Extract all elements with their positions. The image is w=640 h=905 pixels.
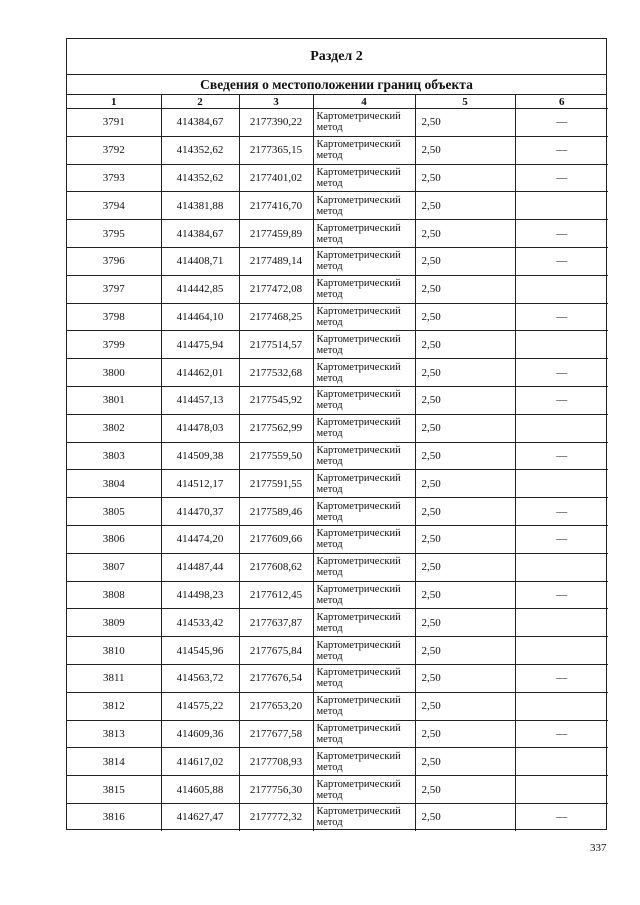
note-cell: — bbox=[515, 303, 608, 331]
note-cell: — bbox=[515, 581, 608, 609]
y-coordinate-cell: 2177545,92 bbox=[239, 386, 313, 414]
method-cell: Картометрический метод bbox=[313, 414, 415, 442]
accuracy-cell: 2,50 bbox=[415, 109, 515, 137]
x-coordinate-cell: 414533,42 bbox=[161, 609, 239, 637]
method-cell: Картометрический метод bbox=[313, 303, 415, 331]
x-coordinate-cell: 414609,36 bbox=[161, 720, 239, 748]
point-number-cell: 3815 bbox=[67, 776, 161, 804]
section-title: Раздел 2 bbox=[67, 39, 606, 75]
point-number-cell: 3811 bbox=[67, 664, 161, 692]
note-cell: — bbox=[515, 220, 608, 248]
method-cell: Картометрический метод bbox=[313, 109, 415, 137]
accuracy-cell: 2,50 bbox=[415, 748, 515, 776]
accuracy-cell: 2,50 bbox=[415, 192, 515, 220]
accuracy-cell: 2,50 bbox=[415, 664, 515, 692]
method-cell: Картометрический метод bbox=[313, 498, 415, 526]
point-number-cell: 3814 bbox=[67, 748, 161, 776]
accuracy-cell: 2,50 bbox=[415, 720, 515, 748]
note-cell: — bbox=[515, 247, 608, 275]
y-coordinate-cell: 2177612,45 bbox=[239, 581, 313, 609]
table-row bbox=[67, 553, 608, 581]
point-number-cell: 3794 bbox=[67, 192, 161, 220]
x-coordinate-cell: 414512,17 bbox=[161, 470, 239, 498]
table-row bbox=[67, 498, 608, 526]
x-coordinate-cell: 414627,47 bbox=[161, 803, 239, 830]
point-number-cell: 3801 bbox=[67, 386, 161, 414]
method-cell: Картометрический метод bbox=[313, 664, 415, 692]
accuracy-cell: 2,50 bbox=[415, 692, 515, 720]
note-cell bbox=[515, 192, 608, 220]
method-cell: Картометрический метод bbox=[313, 803, 415, 830]
table-row bbox=[67, 414, 608, 442]
point-number-cell: 3816 bbox=[67, 803, 161, 830]
x-coordinate-cell: 414384,67 bbox=[161, 220, 239, 248]
accuracy-cell: 2,50 bbox=[415, 442, 515, 470]
table-row bbox=[67, 359, 608, 387]
x-coordinate-cell: 414509,38 bbox=[161, 442, 239, 470]
note-cell: — bbox=[515, 442, 608, 470]
method-cell: Картометрический метод bbox=[313, 553, 415, 581]
accuracy-cell: 2,50 bbox=[415, 525, 515, 553]
table-row bbox=[67, 303, 608, 331]
accuracy-cell: 2,50 bbox=[415, 275, 515, 303]
accuracy-cell: 2,50 bbox=[415, 553, 515, 581]
y-coordinate-cell: 2177489,14 bbox=[239, 247, 313, 275]
table-row bbox=[67, 609, 608, 637]
y-coordinate-cell: 2177562,99 bbox=[239, 414, 313, 442]
note-cell: — bbox=[515, 498, 608, 526]
x-coordinate-cell: 414605,88 bbox=[161, 776, 239, 804]
method-cell: Картометрический метод bbox=[313, 359, 415, 387]
table-row bbox=[67, 164, 608, 192]
table-row bbox=[67, 664, 608, 692]
y-coordinate-cell: 2177514,57 bbox=[239, 331, 313, 359]
accuracy-cell: 2,50 bbox=[415, 331, 515, 359]
y-coordinate-cell: 2177459,89 bbox=[239, 220, 313, 248]
x-coordinate-cell: 414575,22 bbox=[161, 692, 239, 720]
x-coordinate-cell: 414563,72 bbox=[161, 664, 239, 692]
table-row bbox=[67, 386, 608, 414]
point-number-cell: 3797 bbox=[67, 275, 161, 303]
table-row bbox=[67, 220, 608, 248]
method-cell: Картометрический метод bbox=[313, 275, 415, 303]
point-number-cell: 3798 bbox=[67, 303, 161, 331]
x-coordinate-cell: 414470,37 bbox=[161, 498, 239, 526]
y-coordinate-cell: 2177772,32 bbox=[239, 803, 313, 830]
y-coordinate-cell: 2177468,25 bbox=[239, 303, 313, 331]
table-row bbox=[67, 525, 608, 553]
accuracy-cell: 2,50 bbox=[415, 498, 515, 526]
accuracy-cell: 2,50 bbox=[415, 136, 515, 164]
column-header: 4 bbox=[313, 95, 415, 109]
table-row bbox=[67, 331, 608, 359]
x-coordinate-cell: 414464,10 bbox=[161, 303, 239, 331]
accuracy-cell: 2,50 bbox=[415, 386, 515, 414]
table-row bbox=[67, 803, 608, 830]
method-cell: Картометрический метод bbox=[313, 164, 415, 192]
accuracy-cell: 2,50 bbox=[415, 776, 515, 804]
document-frame bbox=[66, 38, 607, 830]
note-cell: — bbox=[515, 136, 608, 164]
note-cell: — bbox=[515, 386, 608, 414]
y-coordinate-cell: 2177676,54 bbox=[239, 664, 313, 692]
note-cell bbox=[515, 748, 608, 776]
x-coordinate-cell: 414352,62 bbox=[161, 164, 239, 192]
point-number-cell: 3806 bbox=[67, 525, 161, 553]
note-cell: — bbox=[556, 811, 568, 824]
note-cell: — bbox=[515, 164, 608, 192]
note-cell: — bbox=[515, 664, 608, 692]
method-cell: Картометрический метод bbox=[313, 386, 415, 414]
table-row bbox=[67, 776, 608, 804]
accuracy-cell: 2,50 bbox=[415, 303, 515, 331]
method-cell: Картометрический метод bbox=[313, 637, 415, 665]
y-coordinate-cell: 2177532,68 bbox=[239, 359, 313, 387]
method-cell: Картометрический метод bbox=[313, 192, 415, 220]
point-number-cell: 3808 bbox=[67, 581, 161, 609]
point-number-cell: 3805 bbox=[67, 498, 161, 526]
note-cell: — bbox=[515, 359, 608, 387]
point-number-cell: 3812 bbox=[67, 692, 161, 720]
accuracy-cell: 2,50 bbox=[415, 803, 515, 830]
method-cell: Картометрический метод bbox=[313, 525, 415, 553]
column-header: 3 bbox=[239, 95, 313, 109]
table-row bbox=[67, 720, 608, 748]
table-row bbox=[67, 692, 608, 720]
note-cell bbox=[515, 553, 608, 581]
accuracy-cell: 2,50 bbox=[415, 247, 515, 275]
y-coordinate-cell: 2177416,70 bbox=[239, 192, 313, 220]
x-coordinate-cell: 414352,62 bbox=[161, 136, 239, 164]
table-row bbox=[67, 275, 608, 303]
method-cell: Картометрический метод bbox=[313, 136, 415, 164]
x-coordinate-cell: 414462,01 bbox=[161, 359, 239, 387]
method-cell: Картометрический метод bbox=[313, 220, 415, 248]
column-header: 6 bbox=[515, 95, 608, 109]
method-cell: Картометрический метод bbox=[313, 247, 415, 275]
accuracy-cell: 2,50 bbox=[415, 609, 515, 637]
method-cell: Картометрический метод bbox=[313, 581, 415, 609]
method-cell: Картометрический метод bbox=[313, 331, 415, 359]
x-coordinate-cell: 414381,88 bbox=[161, 192, 239, 220]
column-header: 5 bbox=[415, 95, 515, 109]
method-cell: Картометрический метод bbox=[313, 748, 415, 776]
method-cell: Картометрический метод bbox=[313, 776, 415, 804]
boundary-table bbox=[67, 95, 608, 831]
note-cell: — bbox=[515, 720, 608, 748]
page-number: 337 bbox=[590, 842, 607, 854]
accuracy-cell: 2,50 bbox=[415, 359, 515, 387]
point-number-cell: 3791 bbox=[67, 109, 161, 137]
x-coordinate-cell: 414498,23 bbox=[161, 581, 239, 609]
table-header-row bbox=[67, 95, 608, 109]
y-coordinate-cell: 2177472,08 bbox=[239, 275, 313, 303]
y-coordinate-cell: 2177589,46 bbox=[239, 498, 313, 526]
method-cell: Картометрический метод bbox=[313, 692, 415, 720]
y-coordinate-cell: 2177608,62 bbox=[239, 553, 313, 581]
x-coordinate-cell: 414478,03 bbox=[161, 414, 239, 442]
y-coordinate-cell: 2177756,30 bbox=[239, 776, 313, 804]
point-number-cell: 3793 bbox=[67, 164, 161, 192]
accuracy-cell: 2,50 bbox=[415, 637, 515, 665]
y-coordinate-cell: 2177637,87 bbox=[239, 609, 313, 637]
table-row bbox=[67, 581, 608, 609]
method-cell: Картометрический метод bbox=[313, 720, 415, 748]
point-number-cell: 3802 bbox=[67, 414, 161, 442]
y-coordinate-cell: 2177609,66 bbox=[239, 525, 313, 553]
point-number-cell: 3803 bbox=[67, 442, 161, 470]
point-number-cell: 3804 bbox=[67, 470, 161, 498]
note-cell bbox=[515, 275, 608, 303]
x-coordinate-cell: 414475,94 bbox=[161, 331, 239, 359]
table-row bbox=[67, 748, 608, 776]
section-subtitle: Сведения о местоположении границ объекта bbox=[67, 75, 606, 95]
note-cell: — bbox=[515, 109, 608, 137]
point-number-cell: 3796 bbox=[67, 247, 161, 275]
point-number-cell: 3809 bbox=[67, 609, 161, 637]
note-cell bbox=[515, 609, 608, 637]
x-coordinate-cell: 414384,67 bbox=[161, 109, 239, 137]
y-coordinate-cell: 2177677,58 bbox=[239, 720, 313, 748]
method-cell: Картометрический метод bbox=[313, 442, 415, 470]
point-number-cell: 3800 bbox=[67, 359, 161, 387]
x-coordinate-cell: 414442,85 bbox=[161, 275, 239, 303]
y-coordinate-cell: 2177591,55 bbox=[239, 470, 313, 498]
note-cell bbox=[515, 414, 608, 442]
note-cell bbox=[515, 776, 608, 804]
note-cell bbox=[515, 637, 608, 665]
x-coordinate-cell: 414487,44 bbox=[161, 553, 239, 581]
column-header: 2 bbox=[161, 95, 239, 109]
point-number-cell: 3810 bbox=[67, 637, 161, 665]
table-row bbox=[67, 637, 608, 665]
point-number-cell: 3813 bbox=[67, 720, 161, 748]
note-cell bbox=[515, 331, 608, 359]
method-cell: Картометрический метод bbox=[313, 470, 415, 498]
x-coordinate-cell: 414545,96 bbox=[161, 637, 239, 665]
point-number-cell: 3795 bbox=[67, 220, 161, 248]
y-coordinate-cell: 2177559,50 bbox=[239, 442, 313, 470]
x-coordinate-cell: 414457,13 bbox=[161, 386, 239, 414]
y-coordinate-cell: 2177708,93 bbox=[239, 748, 313, 776]
table-row bbox=[67, 470, 608, 498]
point-number-cell: 3807 bbox=[67, 553, 161, 581]
accuracy-cell: 2,50 bbox=[415, 164, 515, 192]
table-row bbox=[67, 192, 608, 220]
x-coordinate-cell: 414474,20 bbox=[161, 525, 239, 553]
point-number-cell: 3799 bbox=[67, 331, 161, 359]
y-coordinate-cell: 2177365,15 bbox=[239, 136, 313, 164]
table-body bbox=[67, 109, 608, 831]
table-row bbox=[67, 247, 608, 275]
x-coordinate-cell: 414617,02 bbox=[161, 748, 239, 776]
note-cell: — bbox=[515, 525, 608, 553]
method-cell: Картометрический метод bbox=[313, 609, 415, 637]
accuracy-cell: 2,50 bbox=[415, 581, 515, 609]
note-cell bbox=[515, 692, 608, 720]
accuracy-cell: 2,50 bbox=[415, 470, 515, 498]
table-row bbox=[67, 136, 608, 164]
column-header: 1 bbox=[67, 95, 161, 109]
y-coordinate-cell: 2177401,02 bbox=[239, 164, 313, 192]
accuracy-cell: 2,50 bbox=[415, 220, 515, 248]
y-coordinate-cell: 2177653,20 bbox=[239, 692, 313, 720]
table-row bbox=[67, 442, 608, 470]
x-coordinate-cell: 414408,71 bbox=[161, 247, 239, 275]
y-coordinate-cell: 2177390,22 bbox=[239, 109, 313, 137]
point-number-cell: 3792 bbox=[67, 136, 161, 164]
note-cell bbox=[515, 470, 608, 498]
table-row bbox=[67, 109, 608, 137]
y-coordinate-cell: 2177675,84 bbox=[239, 637, 313, 665]
accuracy-cell: 2,50 bbox=[415, 414, 515, 442]
